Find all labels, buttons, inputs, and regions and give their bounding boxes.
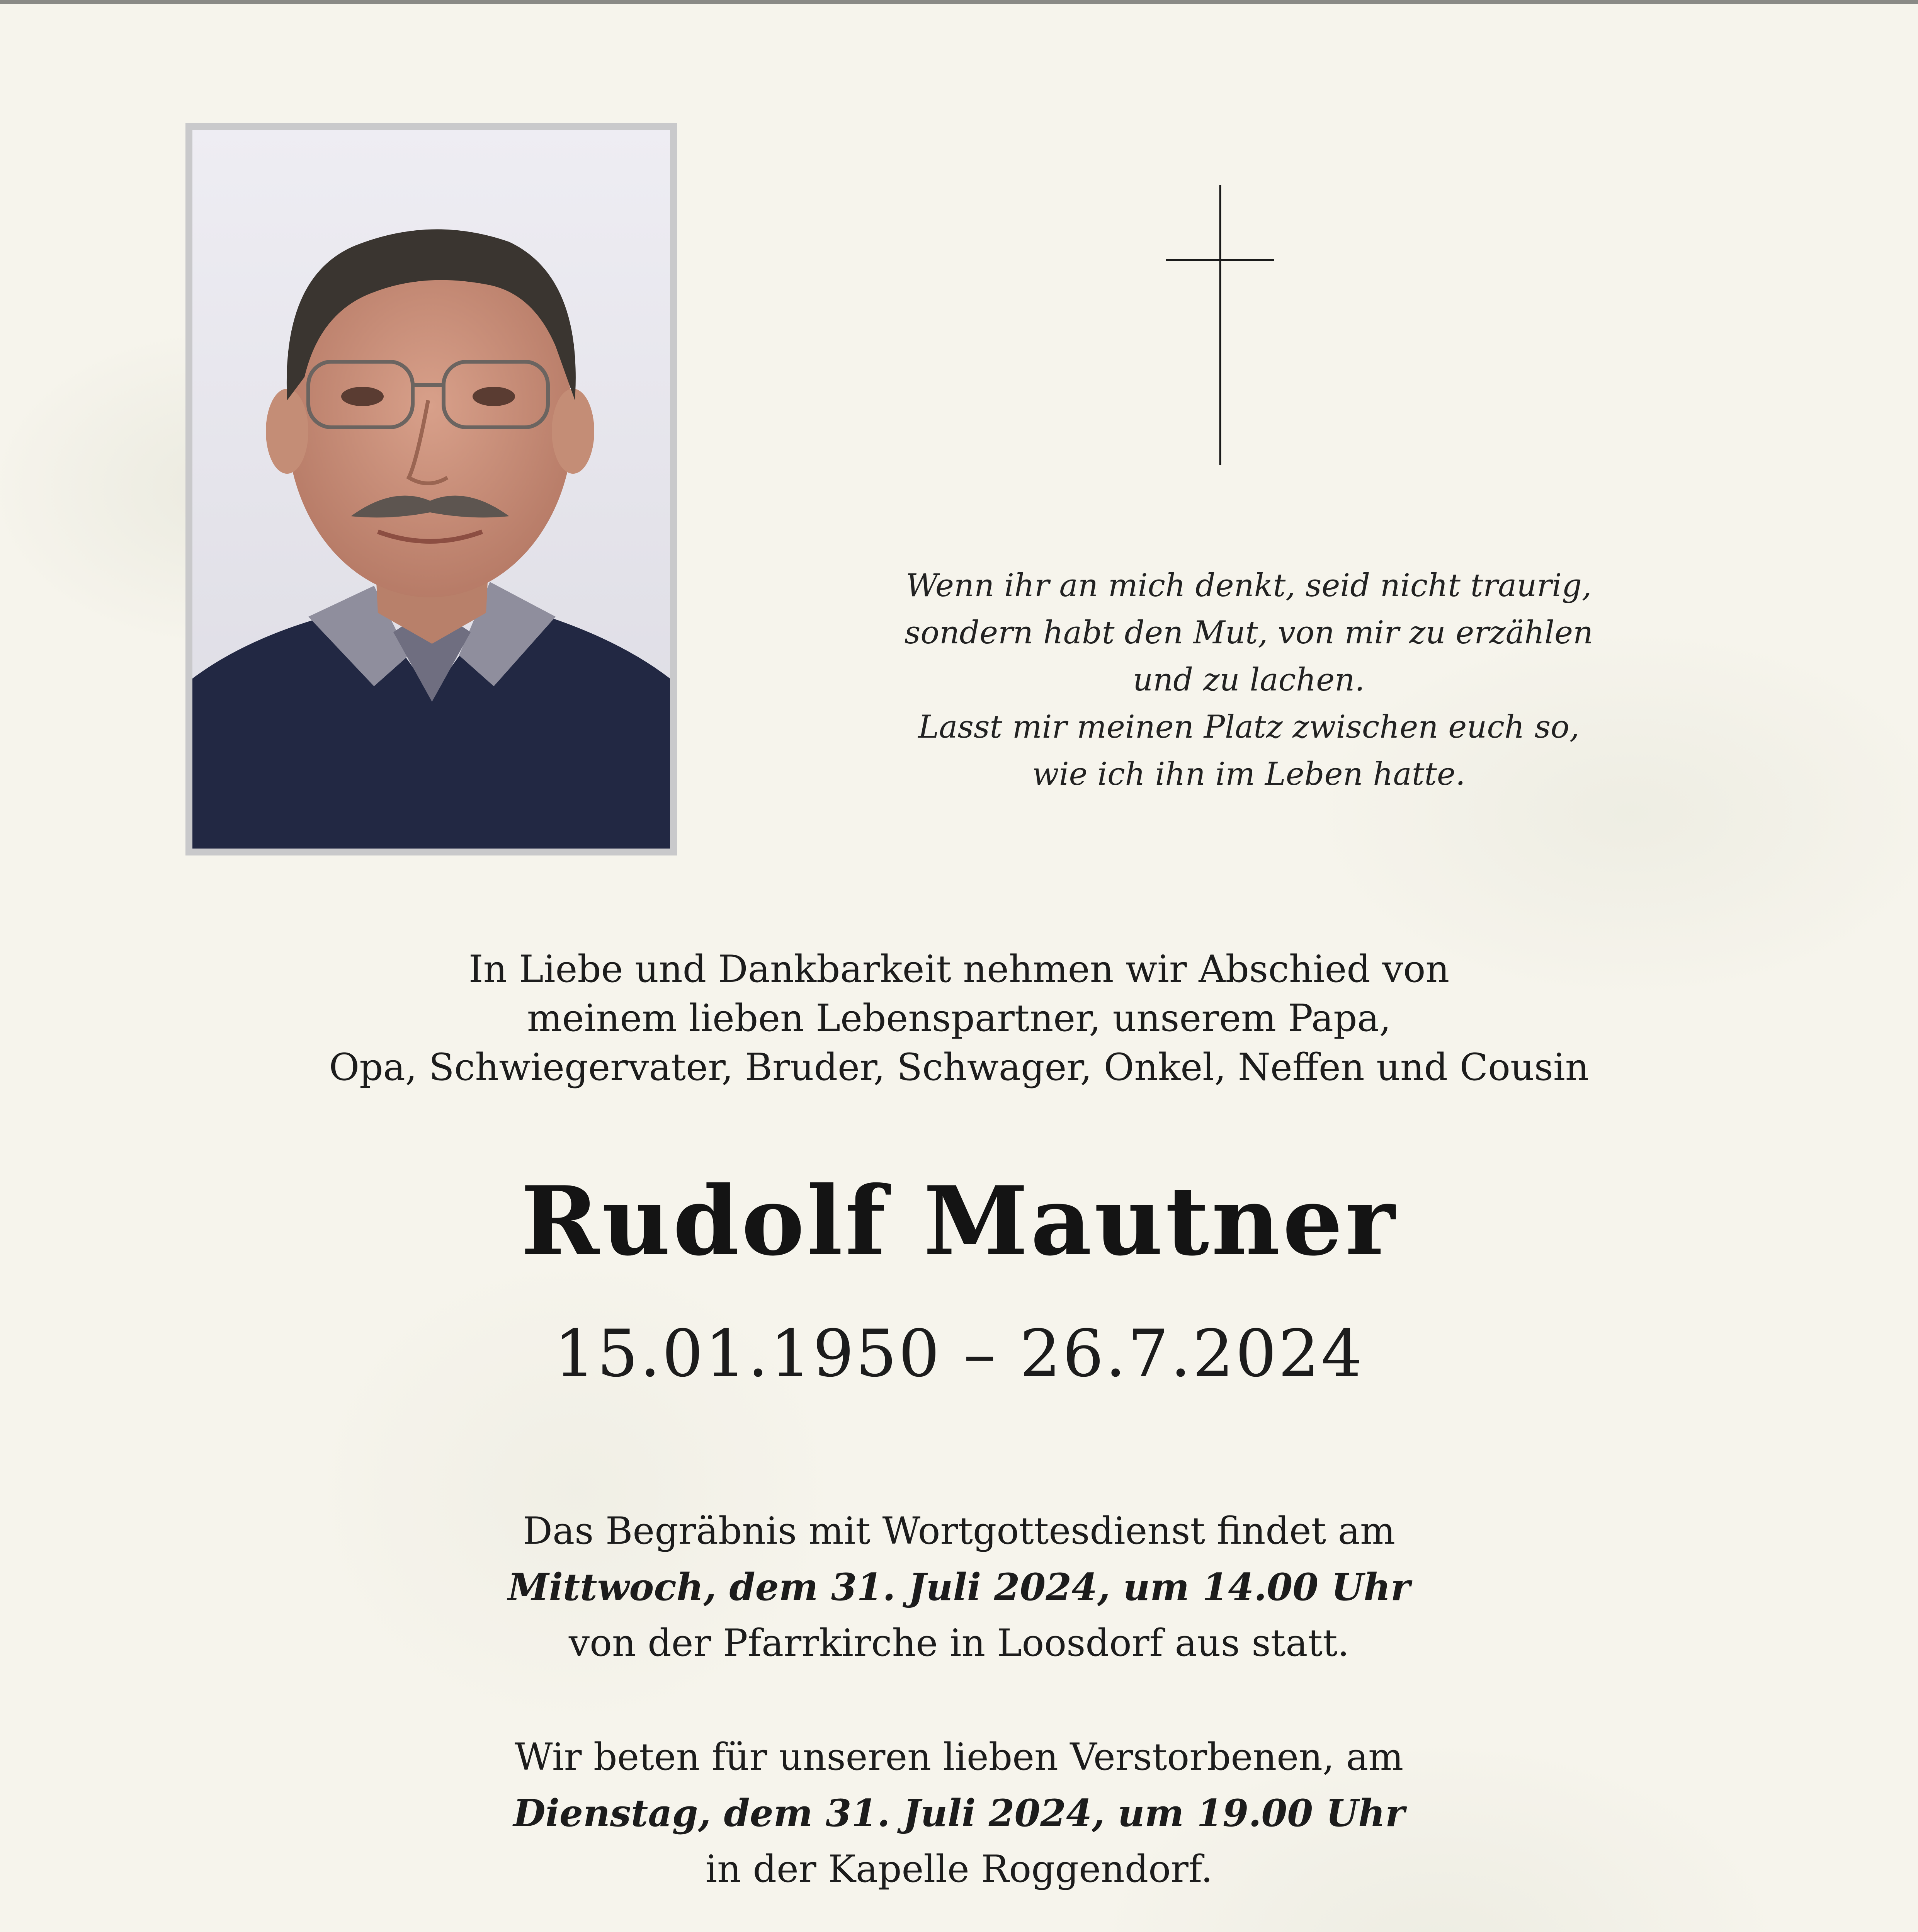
quote-line: wie ich ihn im Leben hatte. [1032, 756, 1466, 793]
life-dates: 15.01.1950 – 26.7.2024 [554, 1316, 1364, 1391]
prayer-location: in der Kapelle Roggendorf. [705, 1847, 1213, 1891]
farewell-line: meinem lieben Lebenspartner, unserem Papa, [527, 997, 1391, 1040]
farewell-text [0, 945, 1918, 1092]
farewell-line: Opa, Schwiegervater, Bruder, Schwager, Onkel, Neffen und Cousin [329, 1046, 1589, 1089]
funeral-intro: Das Begräbnis mit Wortgottesdienst findet am [522, 1509, 1396, 1553]
page-top-edge [0, 0, 1918, 4]
quote-line: Lasst mir meinen Platz zwischen euch so, [918, 709, 1580, 745]
funeral-info [0, 1503, 1918, 1671]
quote-line: und zu lachen. [1132, 662, 1365, 698]
prayer-datetime: Dienstag, dem 31. Juli 2024, um 19.00 Uhr [513, 1791, 1405, 1835]
quote-line: Wenn ihr an mich denkt, seid nicht traurig, [906, 568, 1592, 604]
quote-line: sondern habt den Mut, von mir zu erzählen [904, 615, 1593, 651]
farewell-line: In Liebe und Dankbarkeit nehmen wir Abschied von [468, 947, 1450, 991]
memorial-quote [746, 562, 1751, 798]
cross-icon [1166, 185, 1274, 465]
portrait-photo [185, 123, 677, 855]
prayer-info [0, 1729, 1918, 1897]
deceased-name: Rudolf Mautner [520, 1165, 1398, 1277]
funeral-location: von der Pfarrkirche in Loosdorf aus statt. [568, 1621, 1350, 1665]
funeral-datetime: Mittwoch, dem 31. Juli 2024, um 14.00 Uhr [508, 1565, 1410, 1609]
portrait-image [192, 130, 670, 849]
prayer-intro: Wir beten für unseren lieben Verstorbenen, am [514, 1735, 1404, 1779]
